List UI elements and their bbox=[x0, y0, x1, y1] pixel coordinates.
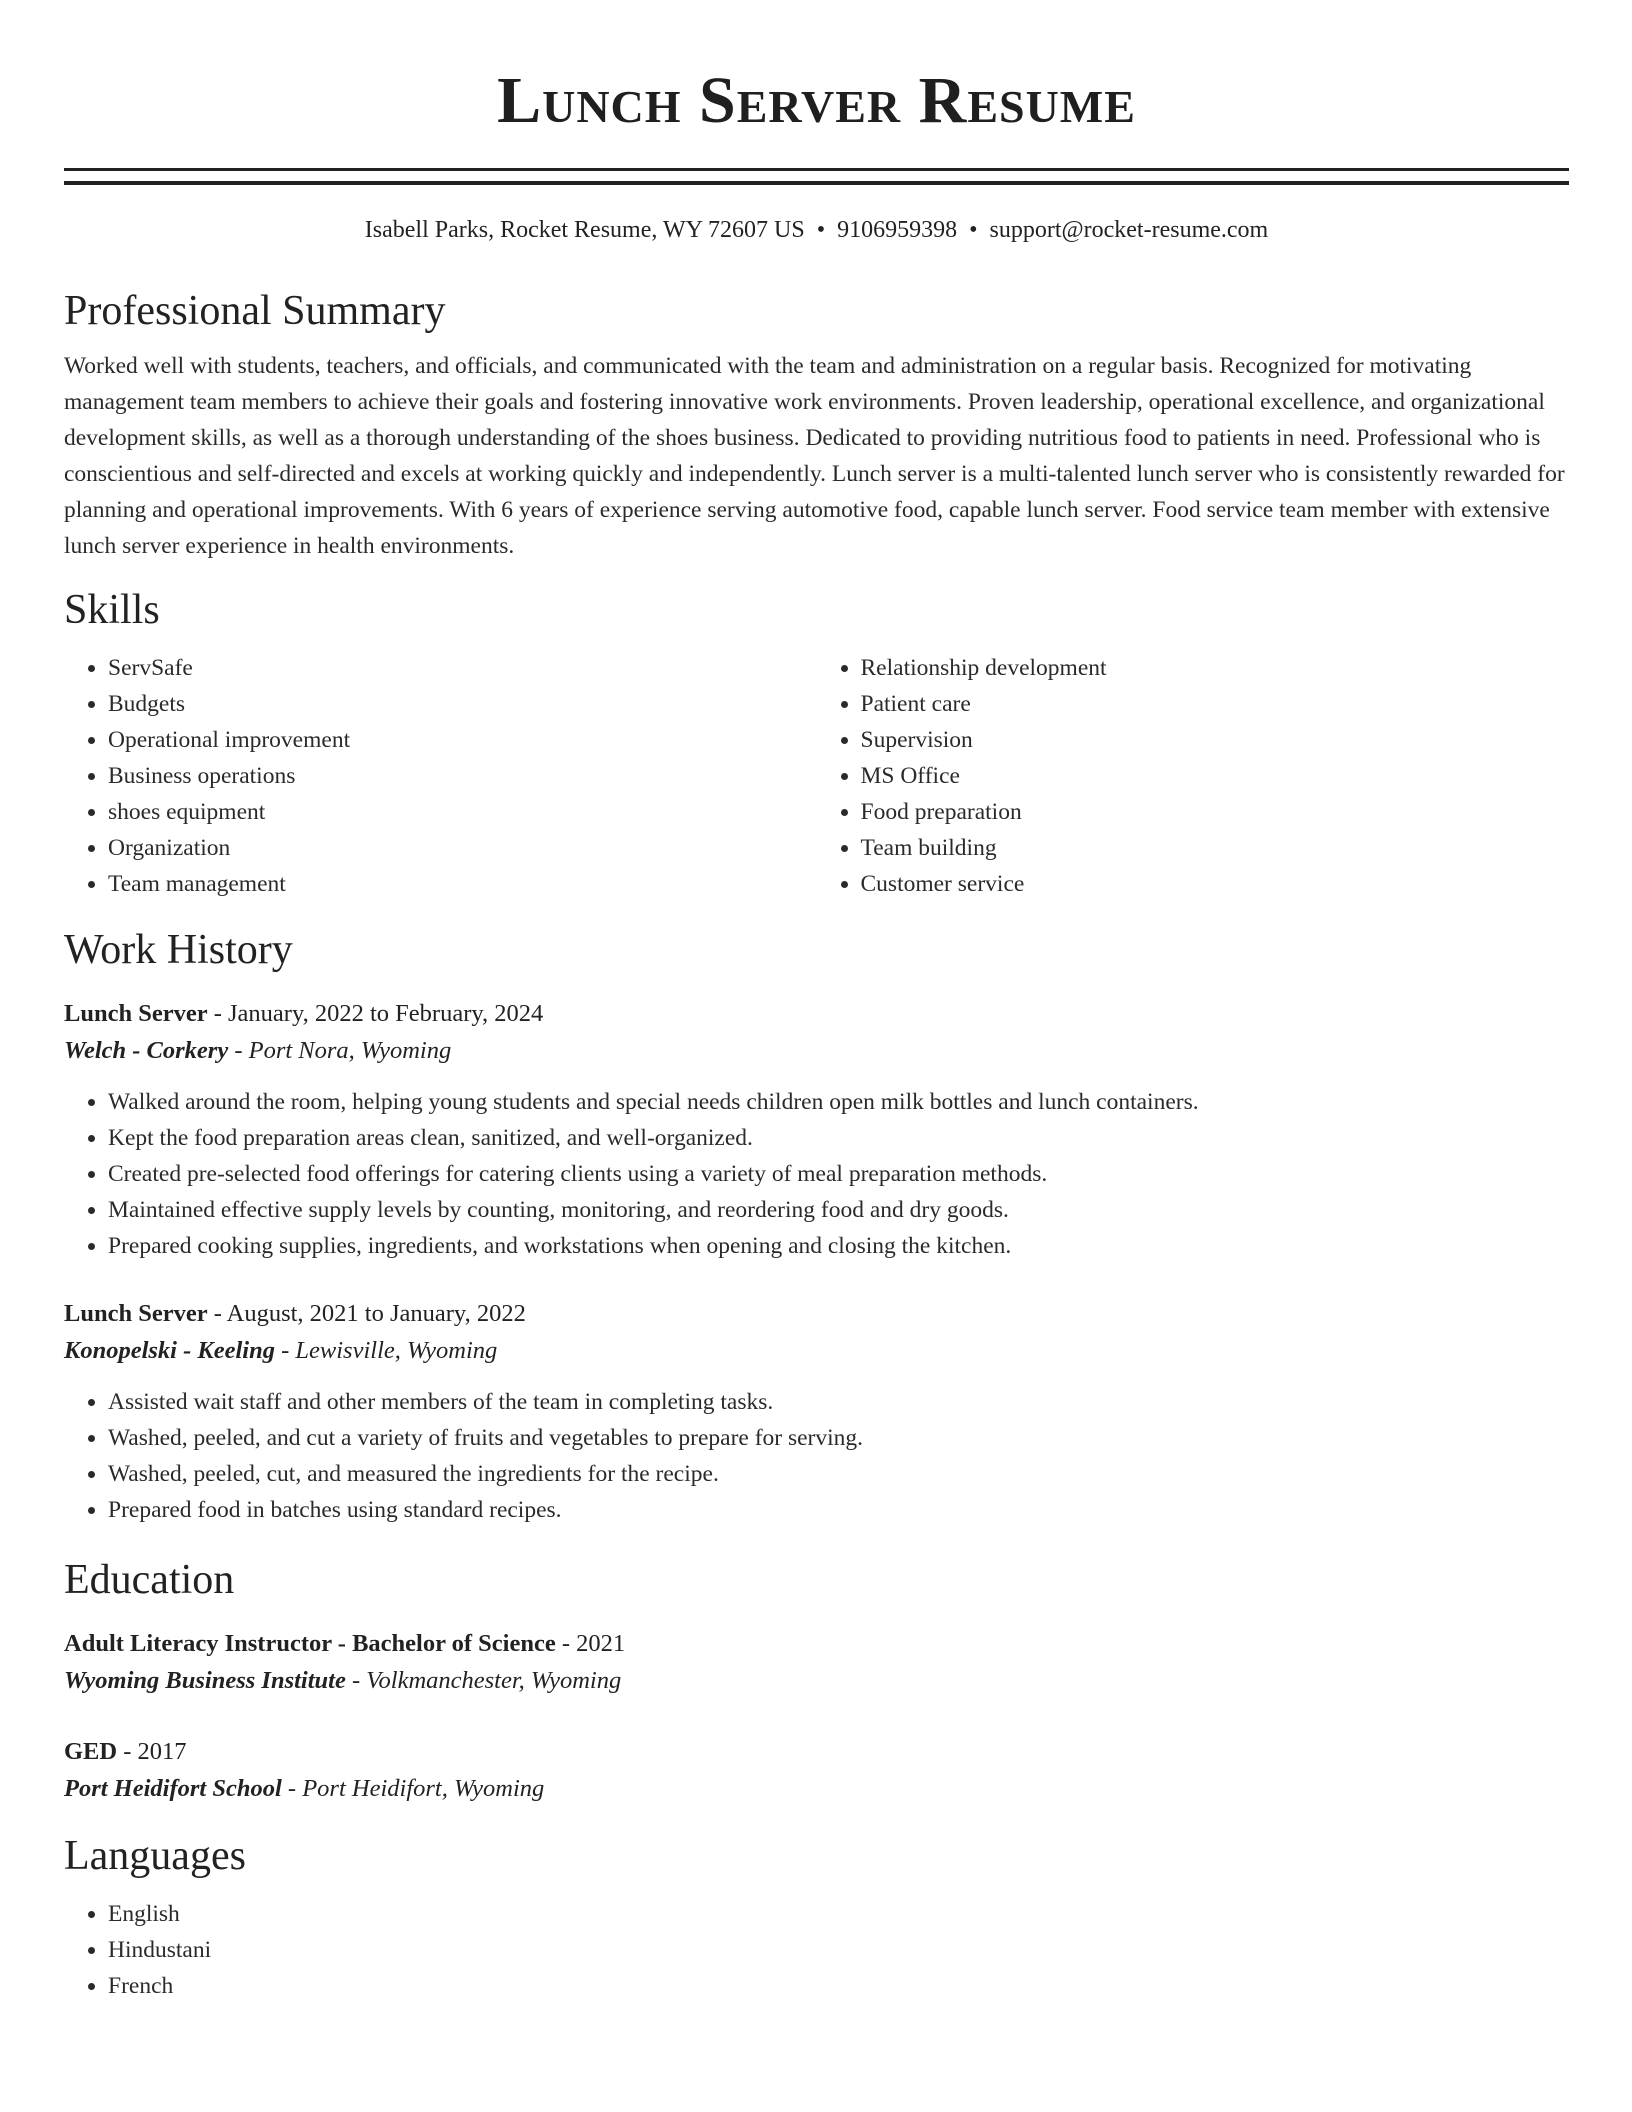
skills-right-list bbox=[817, 650, 1570, 902]
education-heading: Education bbox=[64, 1557, 235, 1603]
job-company-line bbox=[64, 1332, 1569, 1370]
education-year: - 2017 bbox=[117, 1738, 187, 1765]
job-title-line bbox=[64, 1296, 1569, 1332]
resume-title: Lunch Server Resume bbox=[497, 64, 1136, 137]
job-entry bbox=[64, 1296, 1569, 1528]
education-school: Port Heidifort School bbox=[64, 1775, 282, 1802]
education-location: - Port Heidifort, Wyoming bbox=[281, 1775, 545, 1802]
education-year: - 2021 bbox=[555, 1630, 626, 1657]
education-school-line bbox=[64, 1770, 1569, 1808]
language-item: • English bbox=[108, 1896, 1569, 1932]
job-company: Konopelski - Keeling bbox=[64, 1337, 275, 1364]
job-company: Welch - Corkery bbox=[64, 1037, 229, 1064]
education-degree: GED bbox=[64, 1738, 118, 1765]
skills-heading: Skills bbox=[64, 587, 160, 633]
job-position: Lunch Server bbox=[64, 1000, 208, 1027]
education-school-line bbox=[64, 1662, 1569, 1700]
job-position: Lunch Server bbox=[64, 1300, 208, 1327]
job-duty: • Prepared food in batches using standard recipes. bbox=[108, 1492, 1569, 1528]
skill-item: • Budgets bbox=[108, 686, 817, 722]
job-duties-list bbox=[64, 1084, 1569, 1264]
language-item: • French bbox=[108, 1968, 1569, 2004]
contact-email: support@rocket-resume.com bbox=[989, 217, 1269, 243]
education-degree-line bbox=[64, 1626, 1569, 1662]
professional-summary-section bbox=[64, 285, 1569, 564]
education-school: Wyoming Business Institute bbox=[64, 1667, 346, 1694]
skill-item: • Business operations bbox=[108, 758, 817, 794]
skills-columns bbox=[64, 650, 1569, 902]
languages-section bbox=[64, 1830, 1569, 2004]
job-duty: • Kept the food preparation areas clean, sanitized, and well-organized. bbox=[108, 1120, 1569, 1156]
skill-item: • Operational improvement bbox=[108, 722, 817, 758]
languages-heading: Languages bbox=[64, 1833, 246, 1879]
job-duty: • Walked around the room, helping young students and special needs children open milk bottles and lunch containers. bbox=[108, 1084, 1569, 1120]
languages-list bbox=[64, 1896, 1569, 2004]
education-degree-line bbox=[64, 1734, 1569, 1770]
skill-item: • Team management bbox=[108, 866, 817, 902]
skill-item: • Team building bbox=[861, 830, 1570, 866]
skill-item: • Relationship development bbox=[861, 650, 1570, 686]
skills-left-list bbox=[64, 650, 817, 902]
education-location: - Volkmanchester, Wyoming bbox=[345, 1667, 622, 1694]
skill-item: • Customer service bbox=[861, 866, 1570, 902]
job-location: - Lewisville, Wyoming bbox=[274, 1337, 498, 1364]
work-history-heading: Work History bbox=[64, 927, 293, 973]
job-duties-list bbox=[64, 1384, 1569, 1528]
job-dates: - August, 2021 to January, 2022 bbox=[207, 1300, 526, 1327]
language-item: • Hindustani bbox=[108, 1932, 1569, 1968]
summary-text: Worked well with students, teachers, and officials, and communicated with the team and administration on a regular basis. Recognized for motivating management team members to achieve their goals and fostering innovative work environments. Proven leadership, operational excellence, and organizational development skills, as well as a thorough understanding of the shoes business. Dedicated to providing nutritious food to patients in need. Professional who is conscientious and self-directed and excels at working quickly and independently. Lunch server is a multi-talented lunch server who is consistently rewarded for planning and operational improvements. With 6 years of experience serving automotive food, capable lunch server. Food service team member with extensive lunch server experience in health environments. bbox=[64, 353, 1565, 559]
education-entry bbox=[64, 1734, 1569, 1808]
education-section bbox=[64, 1554, 1569, 1808]
skill-item: • Organization bbox=[108, 830, 817, 866]
job-duty: • Washed, peeled, cut, and measured the ingredients for the recipe. bbox=[108, 1456, 1569, 1492]
job-duty: • Prepared cooking supplies, ingredients, and workstations when opening and closing the kitchen. bbox=[108, 1228, 1569, 1264]
education-degree: Adult Literacy Instructor - Bachelor of Science bbox=[64, 1630, 556, 1657]
job-duty: • Maintained effective supply levels by counting, monitoring, and reordering food and dry goods. bbox=[108, 1192, 1569, 1228]
job-duty: • Created pre-selected food offerings for catering clients using a variety of meal preparation methods. bbox=[108, 1156, 1569, 1192]
skill-item: • Patient care bbox=[861, 686, 1570, 722]
contact-phone: 9106959398 bbox=[837, 217, 958, 243]
job-dates: - January, 2022 to February, 2024 bbox=[207, 1000, 544, 1027]
skill-item: • ServSafe bbox=[108, 650, 817, 686]
job-location: - Port Nora, Wyoming bbox=[228, 1037, 452, 1064]
summary-heading: Professional Summary bbox=[64, 288, 446, 334]
contact-address: Isabell Parks, Rocket Resume, WY 72607 US bbox=[364, 217, 805, 243]
skills-section bbox=[64, 584, 1569, 902]
job-duty: • Washed, peeled, and cut a variety of fruits and vegetables to prepare for serving. bbox=[108, 1420, 1569, 1456]
contact-separator: • bbox=[969, 217, 978, 243]
job-entry bbox=[64, 996, 1569, 1264]
skill-item: • shoes equipment bbox=[108, 794, 817, 830]
skill-item: • MS Office bbox=[861, 758, 1570, 794]
contact-line bbox=[64, 213, 1569, 247]
work-history-section bbox=[64, 924, 1569, 1528]
skill-item: • Supervision bbox=[861, 722, 1570, 758]
contact-separator: • bbox=[816, 217, 826, 243]
job-title-line bbox=[64, 996, 1569, 1032]
education-entry bbox=[64, 1626, 1569, 1700]
title-double-rule bbox=[64, 168, 1569, 185]
job-duty: • Assisted wait staff and other members of the team in completing tasks. bbox=[108, 1384, 1569, 1420]
job-company-line bbox=[64, 1032, 1569, 1070]
skill-item: • Food preparation bbox=[861, 794, 1570, 830]
resume-page bbox=[64, 0, 1569, 2004]
